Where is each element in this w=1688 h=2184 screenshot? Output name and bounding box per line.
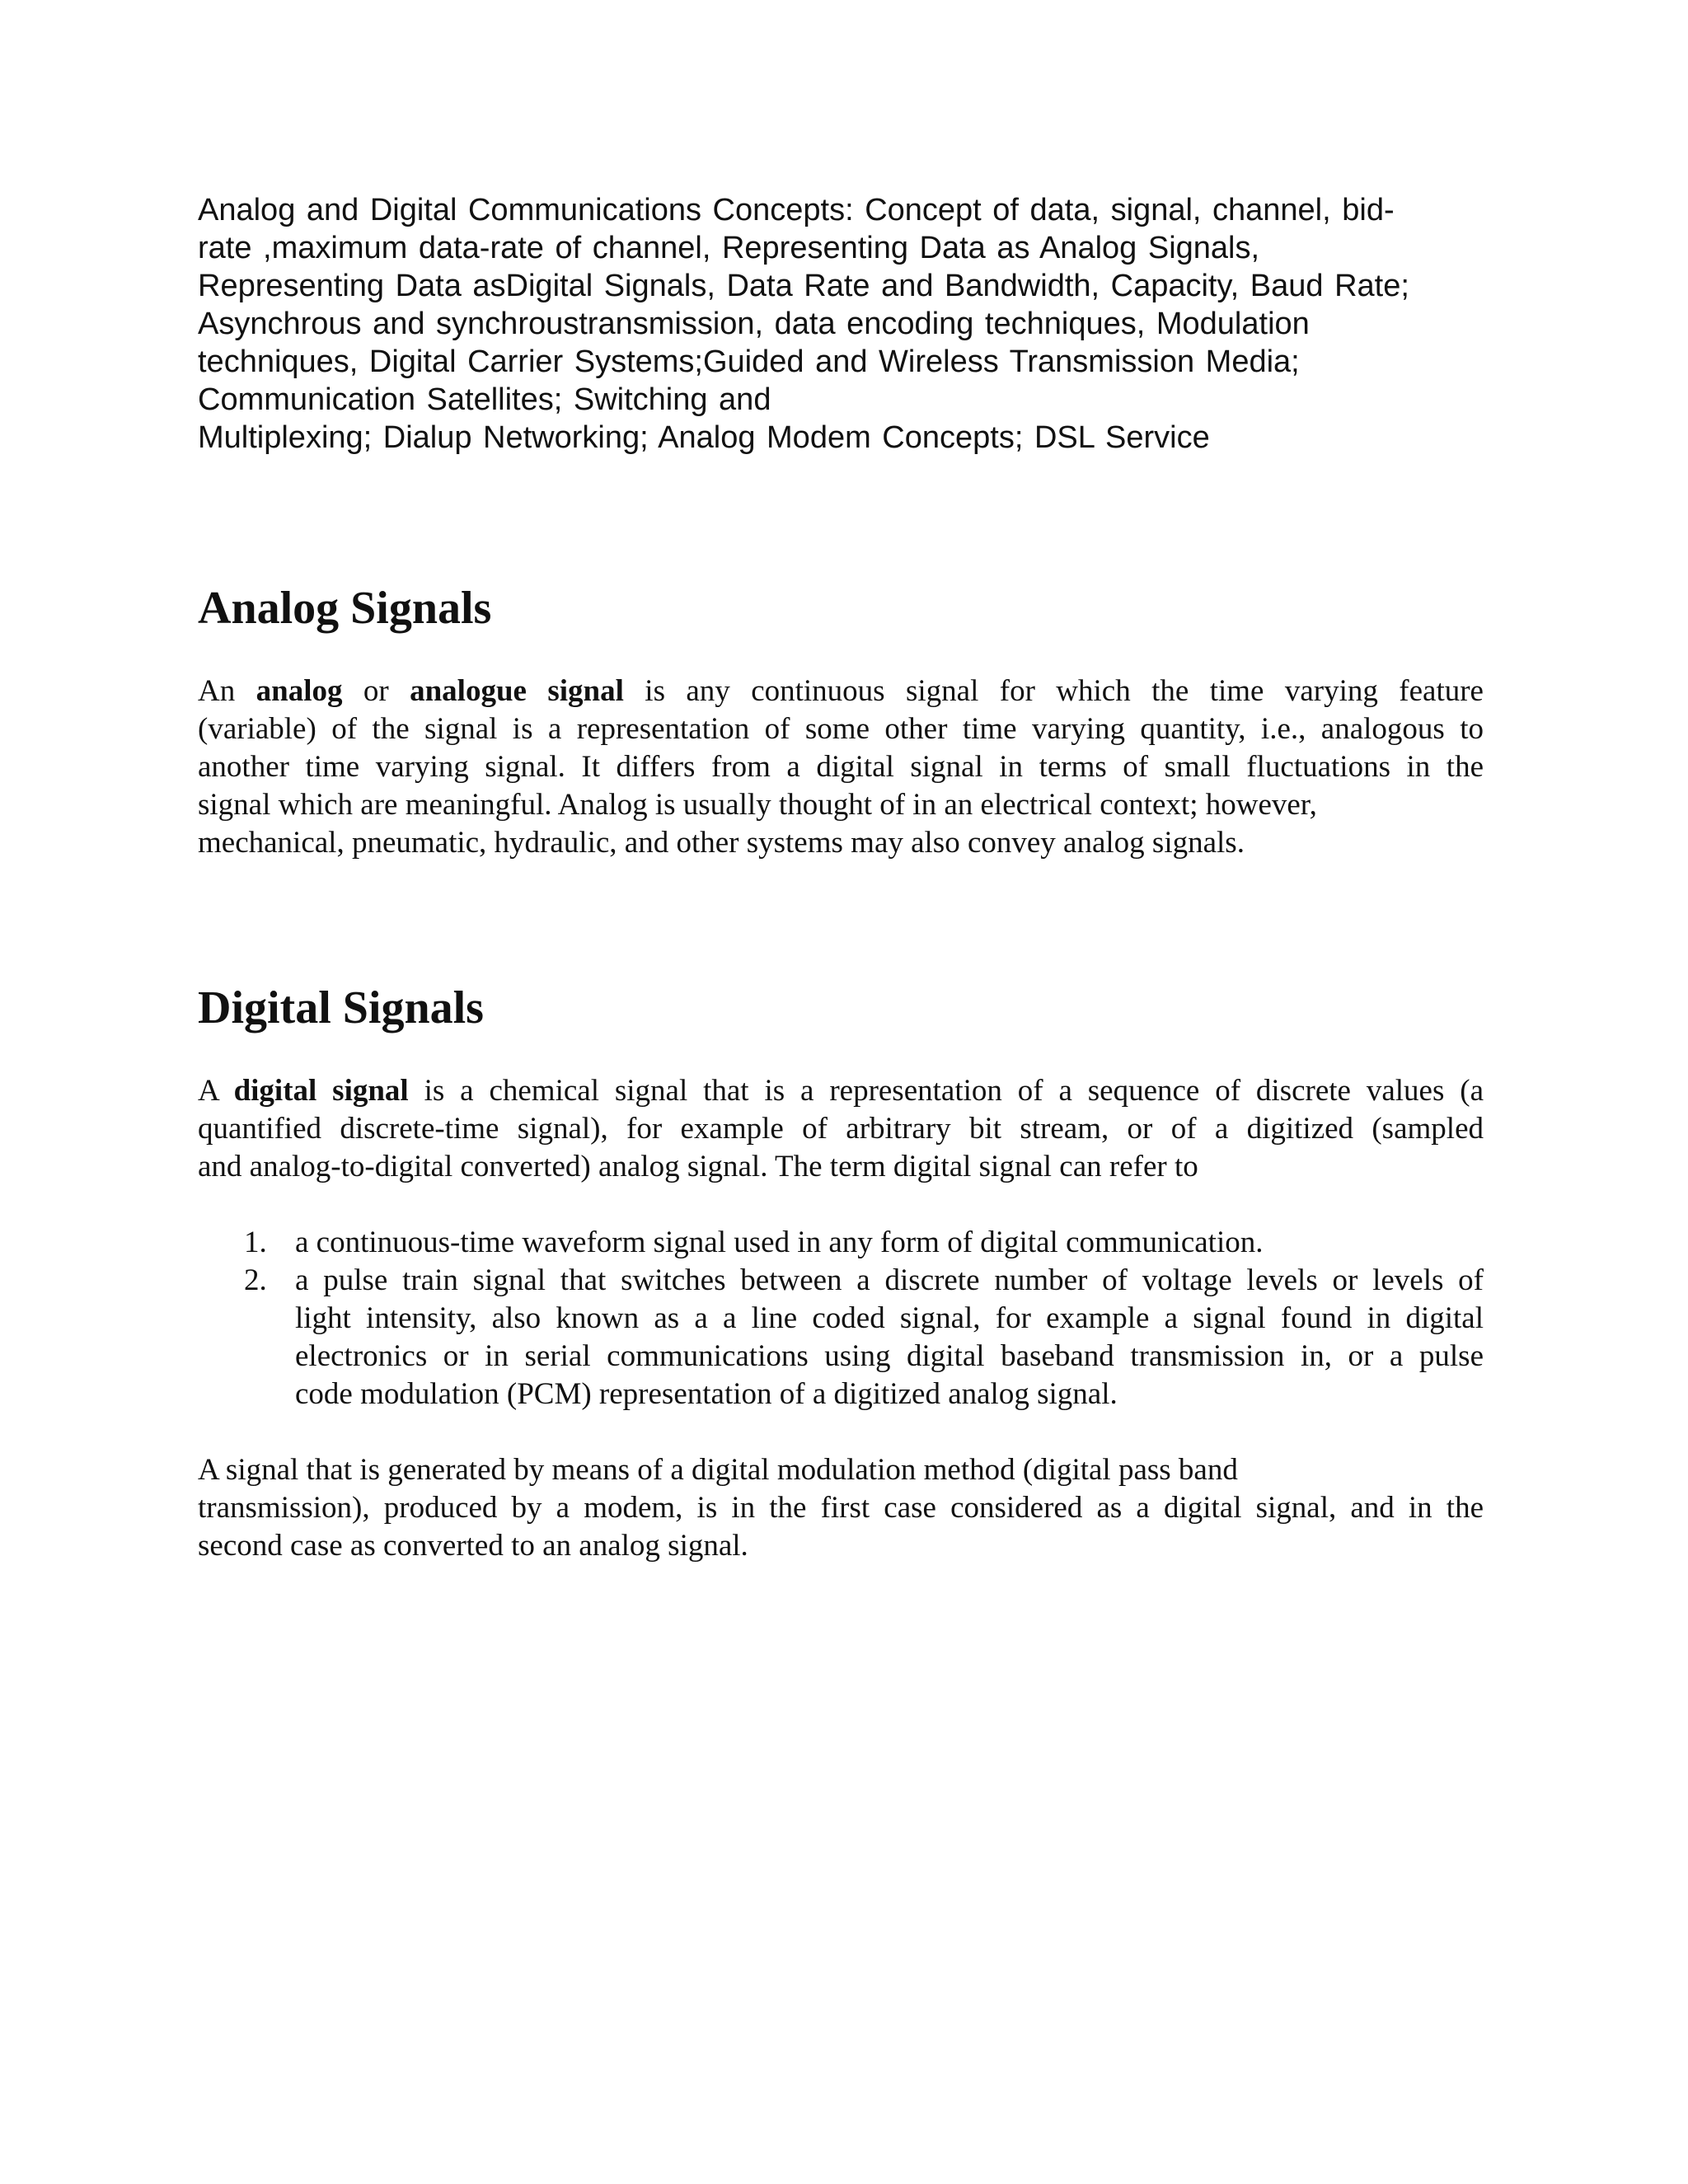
list-item xyxy=(198,1224,1484,1262)
syllabus-line: Multiplexing; Dialup Networking; Analog Modem Concepts; DSL Service xyxy=(198,420,1210,455)
digital-signals-paragraph xyxy=(198,1072,1484,1186)
syllabus-line: rate ,maximum data-rate of channel, Representing Data as Analog Signals, xyxy=(198,231,1260,265)
digital-signal-definitions-list xyxy=(198,1224,1484,1413)
text-run: is a chemical signal that is a representation of a sequence of discrete values (a xyxy=(408,1074,1484,1108)
paragraph-line: mechanical, pneumatic, hydraulic, and other systems may also convey analog signals. xyxy=(198,826,1245,860)
analog-signals-paragraph xyxy=(198,673,1484,862)
list-item-line: a continuous-time waveform signal used in any form of digital communication. xyxy=(295,1226,1264,1259)
text-run: A xyxy=(198,1074,234,1108)
syllabus-line: Representing Data asDigital Signals, Data Rate and Bandwidth, Capacity, Baud Rate; xyxy=(198,269,1409,303)
list-item-line: code modulation (PCM) representation of a digitized analog signal. xyxy=(295,1377,1118,1411)
paragraph-line xyxy=(198,1072,1484,1110)
paragraph-line: A signal that is generated by means of a digital modulation method (digital pass band xyxy=(198,1453,1238,1487)
paragraph-line: signal which are meaningful. Analog is usually thought of in an electrical context; however, xyxy=(198,788,1317,822)
analog-signals-heading: Analog Signals xyxy=(198,583,492,634)
syllabus-line: Communication Satellites; Switching and xyxy=(198,382,771,417)
paragraph-line: (variable) of the signal is a representation of some other time varying quantity, i.e., analogous to xyxy=(198,712,1484,746)
bold-term-analog: analog xyxy=(256,674,343,708)
list-item-number: 2. xyxy=(244,1263,267,1297)
paragraph-line xyxy=(198,673,1484,710)
list-item-line: electronics or in serial communications using digital baseband transmission in, or a pulse xyxy=(295,1339,1484,1373)
paragraph-line: and analog-to-digital converted) analog signal. The term digital signal can refer to xyxy=(198,1150,1198,1183)
bold-term-analogue-signal: analogue signal xyxy=(410,674,624,708)
paragraph-line: another time varying signal. It differs from a digital signal in terms of small fluctuations in the xyxy=(198,750,1484,784)
text-run: An xyxy=(198,674,256,708)
syllabus-line: Asynchrous and synchroustransmission, data encoding techniques, Modulation xyxy=(198,307,1310,341)
paragraph-line: transmission), produced by a modem, is in the first case considered as a digital signal, and in the xyxy=(198,1491,1484,1525)
syllabus-line: techniques, Digital Carrier Systems;Guided and Wireless Transmission Media; xyxy=(198,344,1300,379)
syllabus-paragraph xyxy=(198,191,1484,457)
list-item xyxy=(198,1262,1484,1413)
list-item-line: a pulse train signal that switches between a discrete number of voltage levels or levels of xyxy=(295,1263,1484,1297)
digital-signals-heading: Digital Signals xyxy=(198,982,484,1033)
paragraph-line: quantified discrete-time signal), for example of arbitrary bit stream, or of a digitized (sampled xyxy=(198,1112,1484,1146)
text-run: is any continuous signal for which the time varying feature xyxy=(623,674,1484,708)
list-item-line: light intensity, also known as a a line coded signal, for example a signal found in digital xyxy=(295,1301,1484,1335)
paragraph-line: second case as converted to an analog signal. xyxy=(198,1529,748,1563)
closing-paragraph xyxy=(198,1451,1484,1565)
syllabus-line: Analog and Digital Communications Concepts: Concept of data, signal, channel, bid- xyxy=(198,193,1395,227)
text-run: or xyxy=(342,674,410,708)
document-page xyxy=(198,191,1484,1565)
list-item-number: 1. xyxy=(244,1226,267,1259)
bold-term-digital-signal: digital signal xyxy=(233,1074,409,1108)
